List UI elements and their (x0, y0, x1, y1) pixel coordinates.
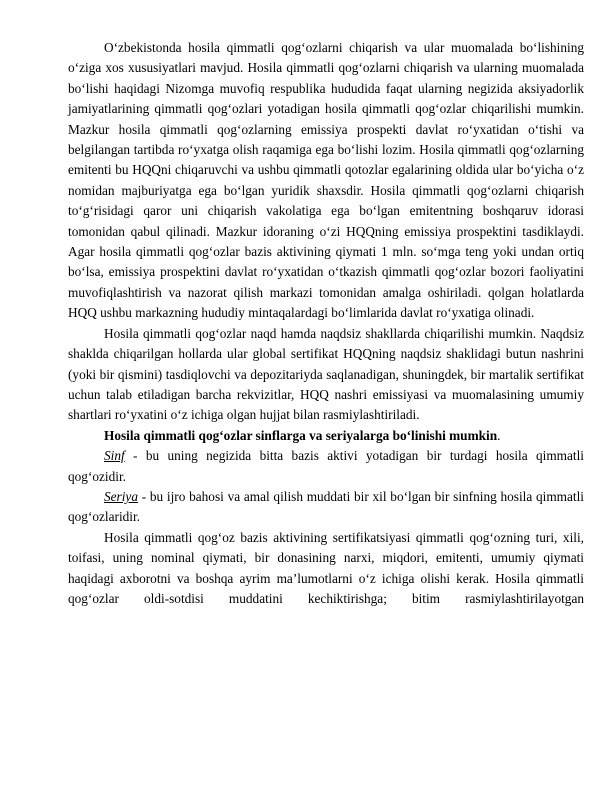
section-heading (68, 426, 584, 446)
definition-text-class: - bu uning negizida bitta bazis aktivi yotadigan bir turdagi hosila qimmatli qog‘ozidir. (68, 448, 584, 484)
paragraph-certification: Hosila qimmatli qog‘oz bazis aktivining sertifikatsiyasi qimmatli qog‘ozning turi, xili, toifasi, uning nominal qiymati, bir donasining narxi, miqdori, emitenti, umumiy qiymati haqidagi axborotni va boshqa ayrim ma’lumotlarni o‘z ichiga olishi kerak. Hosila qimmatli qog‘ozlar oldi-sotdisi muddatini kechiktirishga; bitim rasmiylashtirilayotgan (68, 529, 584, 606)
definition-term-series: Seriya (104, 488, 138, 504)
document-body (68, 38, 584, 609)
definition-term-class: Sinf (104, 448, 125, 464)
paragraph-forms: Hosila qimmatli qog‘ozlar naqd hamda naqdsiz shakllarda chiqarilishi mumkin. Naqdsiz shaklda chiqarilgan hollarda ular global sertifikat HQQning naqdsiz shaklidagi butun nashrini (yoki bir qismini) tasdiqlovchi va depozitariyda saqlanadigan, shuningdek, bir martalik sertifikat uchun talab etiladigan barcha rekvizitlar, HQQ nashri emissiyasi va muomalasining umumiy shartlari ro‘yxatini o‘z ichiga olgan hujjat bilan rasmiylashtiriladi. (68, 325, 584, 423)
section-heading-end: . (497, 427, 501, 443)
definition-text-series: - bu ijro bahosi va amal qilish muddati bir xil bo‘lgan bir sinfning hosila qimmatli qog‘ozlaridir. (68, 488, 584, 525)
definition-series (68, 487, 584, 528)
paragraph-intro: O‘zbekistonda hosila qimmatli qog‘ozlarni chiqarish va ular muomalada bo‘lishining o‘ziga xos xususiyatlari mavjud. Hosila qimmatli qog‘ozlarni chiqarish va ularning muomalada bo‘lishi haqidagi Nizomga muvofiq respublika hududida faqat ularning negizida aksiyadorlik jamiyatlarining qimmatli qog‘ozlari yotadigan hosila qimmatli qog‘ozlar chiqarilishi mumkin. Mazkur hosila qimmatli qog‘ozlarning emissiya prospekti davlat ro‘yxatidan o‘tishi va belgilangan tartibda ro‘yxatga olish raqamiga ega bo‘lishi lozim. Hosila qimmatli qog‘ozlarning emitenti bu HQQni chiqaruvchi va ushbu qimmatli qotozlar egalarining oldida ular bo‘yicha o‘z nomidan majburiyatga ega bo‘lgan yuridik shaxsdir. Hosila qimmatli qog‘ozlarni chiqarish to‘g‘risidagi qaror uni chiqarish vakolatiga ega bo‘lgan emitentning boshqaruv idorasi tomonidan qabul qilinadi. Mazkur idoraning o‘zi HQQning emissiya prospektini tasdiklaydi. Agar hosila qimmatli qog‘ozlar bazis aktivining qiymati 1 mln. so‘mga teng yoki undan ortiq bo‘lsa, emissiya prospektini davlat ro‘yxatidan o‘tkazish qimmatli qog‘ozlar bozori faoliyatini muvofiqlashtirish va nazorat qilish markazi tomonidan amalga oshiriladi. qolgan holatlarda HQQ ushbu markazning hududiy mintaqalardagi bo‘limlarida davlat ro‘yxatiga olinadi. (68, 40, 584, 321)
definition-class (68, 446, 584, 487)
section-heading-text: Hosila qimmatli qog‘ozlar sinflarga va seriyalarga bo‘linishi mumkin (104, 427, 498, 443)
